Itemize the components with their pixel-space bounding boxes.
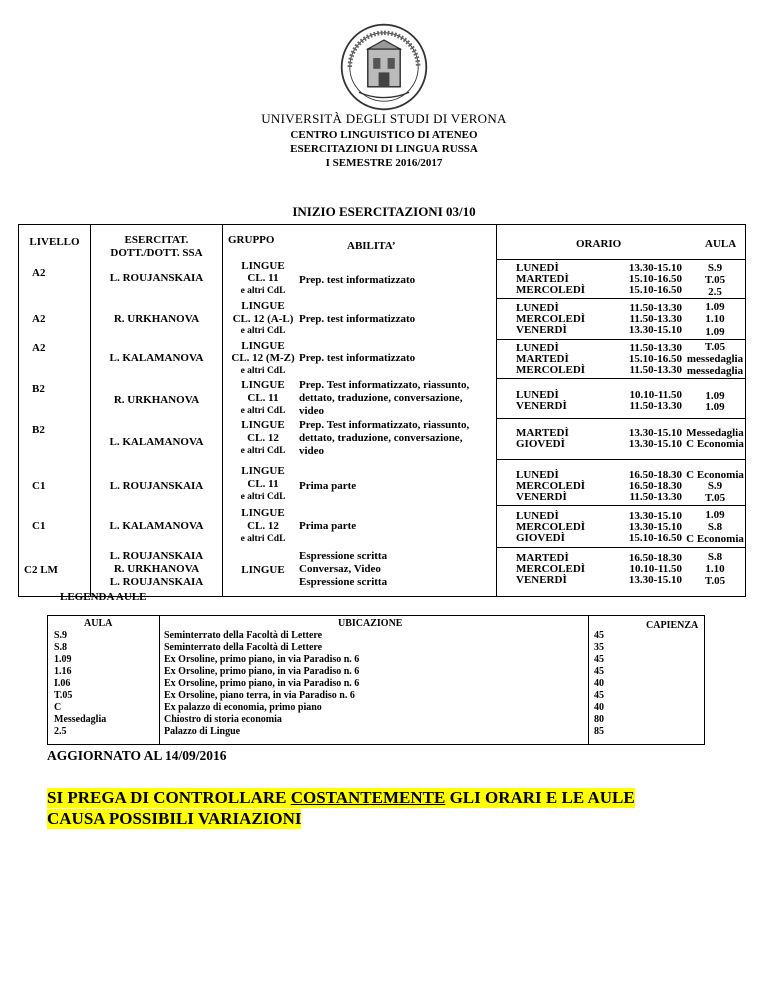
aula-value: messedaglia xyxy=(686,353,744,365)
aula-value: 1.09 xyxy=(705,509,725,521)
gruppo-line-3: e altri CdL xyxy=(240,286,286,296)
teacher-cell: R. URKHANOVA xyxy=(113,394,200,406)
header-abilita: ABILITA’ xyxy=(347,240,396,252)
ability-line: Prep. Test informatizzato, riassunto, xyxy=(299,419,470,431)
aula-value: S.8 xyxy=(707,521,723,533)
gruppo-line-1: LINGUE xyxy=(241,465,285,477)
header-aula: AULA xyxy=(705,238,737,250)
legend-capienza: 80 xyxy=(594,714,604,725)
aula-value: S.9 xyxy=(707,262,723,274)
teacher-cell: L. ROUJANSKAIA xyxy=(109,576,204,588)
livello-cell: A2 xyxy=(32,267,46,279)
day: MERCOLEDÌ xyxy=(516,563,586,575)
day: MARTEDÌ xyxy=(516,427,569,439)
time: 13.30-15.10 xyxy=(628,427,682,439)
legend-aula: 1.09 xyxy=(54,654,72,665)
ability-line: Prep. test informatizzato xyxy=(299,274,416,286)
ability-line: Espressione scritta xyxy=(299,550,388,562)
time: 13.30-15.10 xyxy=(628,438,682,450)
gruppo-line-2: CL. 12 xyxy=(247,520,279,532)
aula-value: C Economia xyxy=(686,469,744,481)
header-esercitat: ESERCITAT. xyxy=(124,234,189,246)
teacher-cell: L. ROUJANSKAIA xyxy=(109,550,204,562)
time: 13.30-15.10 xyxy=(628,574,682,586)
aula-value: C Economia xyxy=(686,438,744,450)
gruppo-line-3: e altri CdL xyxy=(240,406,286,416)
livello-column xyxy=(18,224,91,597)
day: LUNEDÌ xyxy=(516,389,559,401)
time: 13.30-15.10 xyxy=(628,324,682,336)
aula-value: 1.09 xyxy=(705,326,725,338)
time: 11.50-13.30 xyxy=(629,400,682,412)
legend-aula: S.9 xyxy=(54,630,68,641)
aula-value: 1.09 xyxy=(705,390,725,402)
gruppo-line-3: e altri CdL xyxy=(240,534,286,544)
semester: I SEMESTRE 2016/2017 xyxy=(325,157,443,169)
gruppo-line-2: CL. 12 (A-L) xyxy=(232,313,294,325)
legend-capienza: 40 xyxy=(594,702,604,713)
time: 11.50-13.30 xyxy=(629,302,682,314)
legend-aula: 2.5 xyxy=(54,726,67,737)
gruppo-line-1: LINGUE xyxy=(241,340,285,352)
legend-aula: T.05 xyxy=(54,690,73,701)
legend-ubicazione: Seminterrato della Facoltà di Lettere xyxy=(164,630,323,641)
legend-capienza: 45 xyxy=(594,630,604,641)
legend-capienza: 45 xyxy=(594,654,604,665)
legend-ubicazione: Ex Orsoline, piano terra, in via Paradiso n. 6 xyxy=(164,690,355,701)
aula-value: 2.5 xyxy=(708,286,722,298)
day: MARTEDÌ xyxy=(516,552,569,564)
day: MARTEDÌ xyxy=(516,273,569,285)
legend-header-capienza: CAPIENZA xyxy=(646,620,699,631)
livello-cell: C1 xyxy=(32,520,46,532)
legend-header-aula: AULA xyxy=(84,618,113,629)
legend-aula: 1.16 xyxy=(54,666,72,677)
ability-line: Prima parte xyxy=(299,480,357,492)
legend-capienza: 40 xyxy=(594,678,604,689)
ability-line: video xyxy=(299,445,325,457)
center-name: CENTRO LINGUISTICO DI ATENEO xyxy=(290,129,478,141)
legend-ubicazione: Ex palazzo di economia, primo piano xyxy=(164,702,322,713)
legend-aula: Messedaglia xyxy=(54,714,107,725)
gruppo-line-2: CL. 12 xyxy=(247,432,279,444)
day: MERCOLEDÌ xyxy=(516,364,586,376)
teacher-cell: L. ROUJANSKAIA xyxy=(109,480,204,492)
day: VENERDÌ xyxy=(516,400,567,412)
teacher-cell: R. URKHANOVA xyxy=(113,563,200,575)
teacher-cell: L. ROUJANSKAIA xyxy=(109,272,204,284)
legend-ubicazione: Ex Orsoline, primo piano, in via Paradiso n. 6 xyxy=(164,666,360,677)
gruppo-line-1: LINGUE xyxy=(241,260,285,272)
gruppo-line-2: CL. 11 xyxy=(247,478,279,490)
updated-date: AGGIORNATO AL 14/09/2016 xyxy=(47,748,227,763)
header-orario: ORARIO xyxy=(576,238,622,250)
legend-ubicazione: Ex Orsoline, primo piano, in via Paradiso n. 6 xyxy=(164,678,360,689)
legend-capienza: 45 xyxy=(594,666,604,677)
livello-cell: C2 LM xyxy=(24,564,58,576)
ability-line: Prep. test informatizzato xyxy=(299,313,416,325)
aula-value: C Economia xyxy=(686,533,744,545)
time: 13.30-15.10 xyxy=(628,262,682,274)
ability-line: Prima parte xyxy=(299,520,357,532)
teacher-cell: R. URKHANOVA xyxy=(113,313,200,325)
legend-capienza: 85 xyxy=(594,726,604,737)
day: LUNEDÌ xyxy=(516,262,559,274)
notice-text: SI PREGA DI CONTROLLARE xyxy=(47,788,291,807)
time: 15.10-16.50 xyxy=(628,353,682,365)
header-dott: DOTT./DOTT. SSA xyxy=(110,247,203,259)
aula-value: 1.09 xyxy=(705,301,725,313)
teacher-cell: L. KALAMANOVA xyxy=(109,352,204,364)
gruppo-line-1: LINGUE xyxy=(241,507,285,519)
livello-cell: A2 xyxy=(32,342,46,354)
gruppo-line-2: CL. 11 xyxy=(247,272,279,284)
gruppo-line-1: LINGUE xyxy=(241,564,285,576)
time: 11.50-13.30 xyxy=(629,342,682,354)
legend-title: LEGENDA AULE xyxy=(60,591,147,603)
time: 11.50-13.30 xyxy=(629,364,682,376)
day: LUNEDÌ xyxy=(516,342,559,354)
aula-value: Messedaglia xyxy=(686,427,744,439)
legend-capienza: 45 xyxy=(594,690,604,701)
notice-line-2: CAUSA POSSIBILI VARIAZIONI xyxy=(47,809,302,828)
time: 16.50-18.30 xyxy=(628,469,682,481)
day: MERCOLEDÌ xyxy=(516,313,586,325)
gruppo-line-3: e altri CdL xyxy=(240,326,286,336)
ability-line: dettato, traduzione, conversazione, xyxy=(299,392,463,404)
legend-aula: C xyxy=(54,702,62,713)
notice-emphasis: COSTANTEMENTE xyxy=(290,788,446,807)
start-date: INIZIO ESERCITAZIONI 03/10 xyxy=(292,204,476,219)
day: VENERDÌ xyxy=(516,491,567,503)
time: 10.10-11.50 xyxy=(629,563,682,575)
time: 15.10-16.50 xyxy=(628,532,682,544)
ability-line: Prep. Test informatizzato, riassunto, xyxy=(299,379,470,391)
time: 13.30-15.10 xyxy=(628,521,682,533)
day: LUNEDÌ xyxy=(516,510,559,522)
livello-cell: A2 xyxy=(32,313,46,325)
day: MERCOLEDÌ xyxy=(516,521,586,533)
day: MERCOLEDÌ xyxy=(516,480,586,492)
aula-value: T.05 xyxy=(704,492,726,504)
schedule-table xyxy=(18,224,746,597)
legend-capienza: 35 xyxy=(594,642,604,653)
day: MARTEDÌ xyxy=(516,353,569,365)
day: GIOVEDÌ xyxy=(516,532,565,544)
aula-value: 1.09 xyxy=(705,401,725,413)
ability-line: dettato, traduzione, conversazione, xyxy=(299,432,463,444)
time: 11.50-13.30 xyxy=(629,491,682,503)
course-name: ESERCITAZIONI DI LINGUA RUSSA xyxy=(290,143,478,155)
legend-ubicazione: Chiostro di storia economia xyxy=(164,714,282,725)
header-livello: LIVELLO xyxy=(29,236,80,248)
ability-line: video xyxy=(299,405,325,417)
aula-value: 1.10 xyxy=(705,563,725,575)
aula-value: T.05 xyxy=(704,575,726,587)
day: VENERDÌ xyxy=(516,324,567,336)
day: LUNEDÌ xyxy=(516,302,559,314)
legend-ubicazione: Ex Orsoline, primo piano, in via Paradiso n. 6 xyxy=(164,654,360,665)
gruppo-line-1: LINGUE xyxy=(241,419,285,431)
time: 15.10-16.50 xyxy=(628,273,682,285)
day: VENERDÌ xyxy=(516,574,567,586)
notice-line-1 xyxy=(47,788,635,808)
aula-value: messedaglia xyxy=(686,365,744,377)
gruppo-line-2: CL. 12 (M-Z) xyxy=(231,352,295,364)
time: 16.50-18.30 xyxy=(628,552,682,564)
teacher-cell: L. KALAMANOVA xyxy=(109,436,204,448)
notice-text: GLI ORARI E LE AULE xyxy=(445,788,635,807)
university-name: UNIVERSITÀ DEGLI STUDI DI VERONA xyxy=(261,111,507,126)
legend-header-ubicazione: UBICAZIONE xyxy=(338,618,403,629)
aula-value: S.9 xyxy=(707,480,723,492)
aula-value: 1.10 xyxy=(705,313,725,325)
time: 11.50-13.30 xyxy=(629,313,682,325)
ability-line: Espressione scritta xyxy=(299,576,388,588)
time: 15.10-16.50 xyxy=(628,284,682,296)
ability-line: Conversaz, Video xyxy=(299,563,381,575)
day: LUNEDÌ xyxy=(516,469,559,481)
aula-value: T.05 xyxy=(704,274,726,286)
day: GIOVEDÌ xyxy=(516,438,565,450)
legend-ubicazione: Palazzo di Lingue xyxy=(164,726,241,737)
livello-cell: B2 xyxy=(32,383,45,395)
gruppo-line-3: e altri CdL xyxy=(240,446,286,456)
gruppo-line-2: CL. 11 xyxy=(247,392,279,404)
gruppo-line-1: LINGUE xyxy=(241,379,285,391)
time: 16.50-18.30 xyxy=(628,480,682,492)
time: 10.10-11.50 xyxy=(629,389,682,401)
livello-cell: C1 xyxy=(32,480,46,492)
aula-value: T.05 xyxy=(704,341,726,353)
time: 13.30-15.10 xyxy=(628,510,682,522)
livello-cell: B2 xyxy=(32,424,45,436)
header-gruppo: GRUPPO xyxy=(228,234,275,246)
legend-aula: I.06 xyxy=(54,678,71,689)
legend-table xyxy=(47,615,705,745)
day: MERCOLEDÌ xyxy=(516,284,586,296)
legend-ubicazione: Seminterrato della Facoltà di Lettere xyxy=(164,642,323,653)
teacher-cell: L. KALAMANOVA xyxy=(109,520,204,532)
gruppo-line-3: e altri CdL xyxy=(240,492,286,502)
gruppo-line-3: e altri CdL xyxy=(240,366,286,376)
ability-line: Prep. test informatizzato xyxy=(299,352,416,364)
university-seal-logo xyxy=(339,22,429,112)
aula-value: S.8 xyxy=(707,551,723,563)
gruppo-line-1: LINGUE xyxy=(241,300,285,312)
legend-aula: S.8 xyxy=(54,642,68,653)
